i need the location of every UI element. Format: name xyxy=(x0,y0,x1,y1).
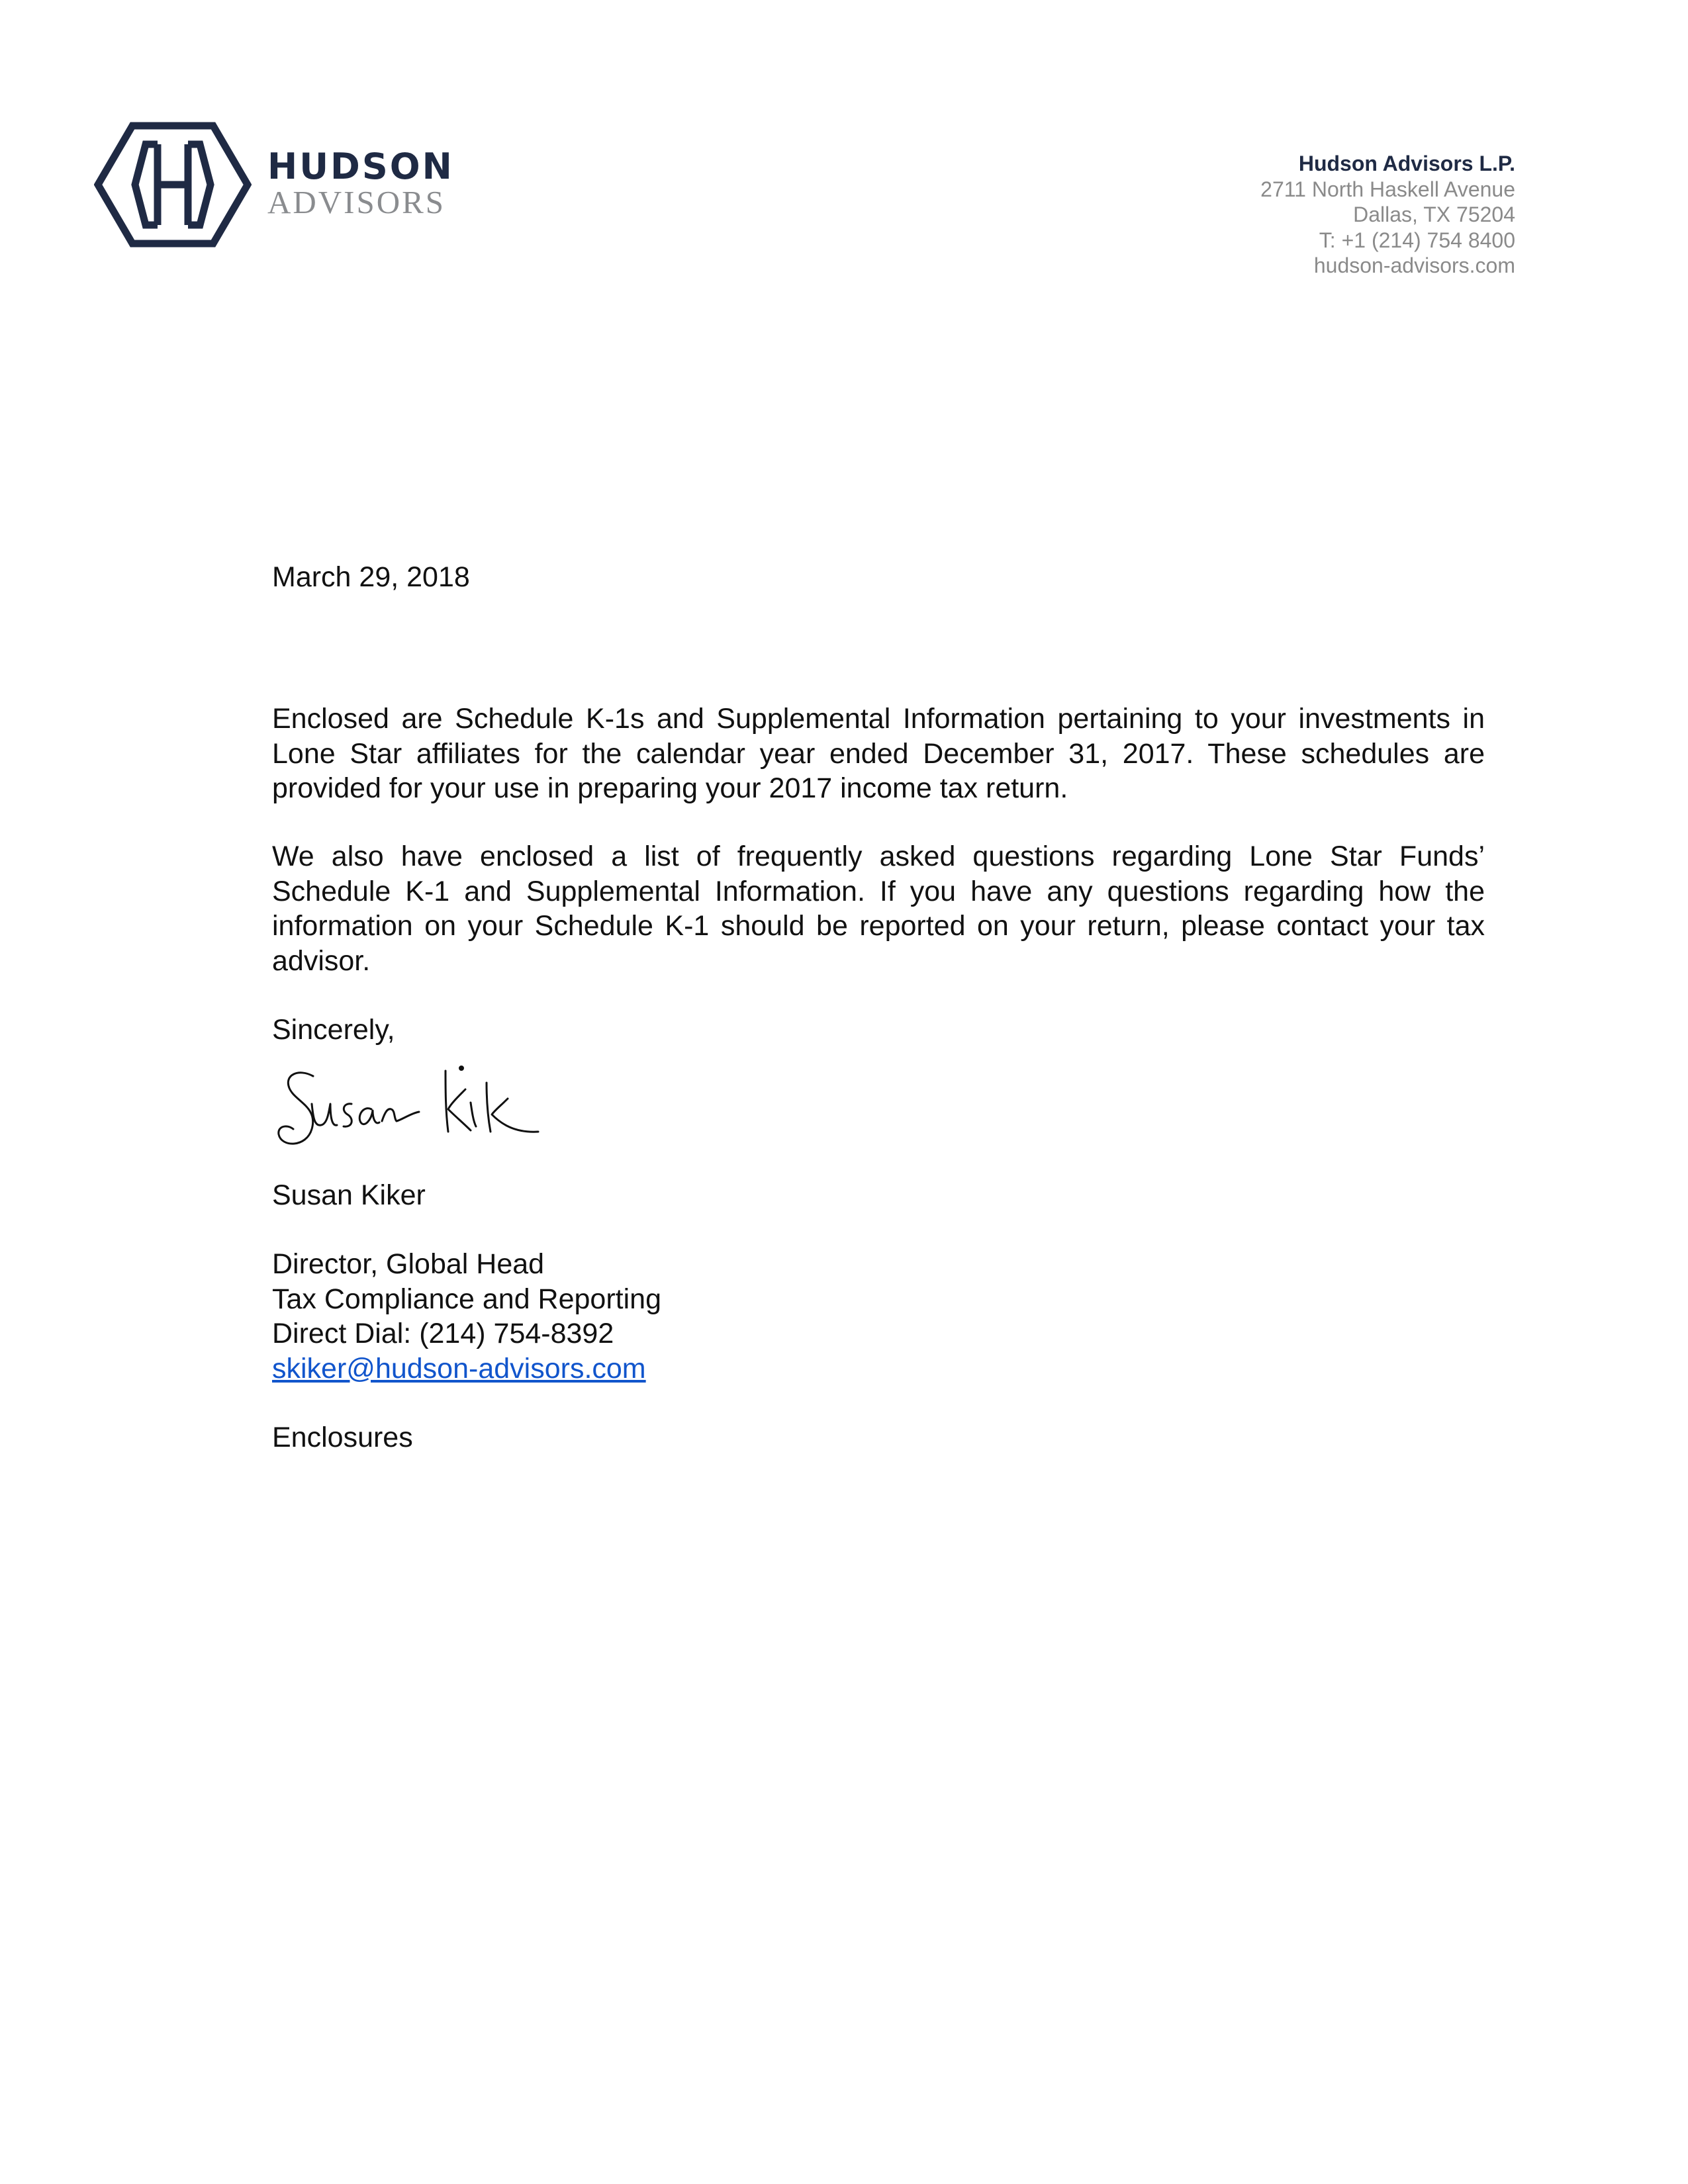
company-address-block xyxy=(1260,151,1515,279)
company-phone: T: +1 (214) 754 8400 xyxy=(1319,228,1515,252)
company-website: hudson-advisors.com xyxy=(1313,253,1515,277)
signer-email-link[interactable]: skiker@hudson-advisors.com xyxy=(272,1352,646,1385)
company-street: 2711 North Haskell Avenue xyxy=(1260,177,1515,201)
logo-wordmark xyxy=(267,148,454,220)
paragraph-2: We also have enclosed a list of frequently asked questions regarding Lone Star Funds’ Schedule K-1 and Supplemental Information. If you have any questions regarding how the information on your Schedule K-1 should be reported on your return, please contact your tax advisor. xyxy=(272,841,1485,977)
company-city: Dallas, TX 75204 xyxy=(1353,203,1515,226)
logo-word-advisors: ADVISORS xyxy=(267,184,446,220)
company-logo xyxy=(94,122,465,248)
hexagon-h-logo-icon xyxy=(94,122,252,248)
letter-date: March 29, 2018 xyxy=(272,561,470,593)
logo-word-hudson: HUDSON xyxy=(267,146,454,187)
letter-closing: Sincerely, xyxy=(272,1014,395,1046)
signer-title-line-1: Director, Global Head xyxy=(272,1248,545,1280)
signer-contact-block xyxy=(272,1247,1485,1386)
paragraph-1: Enclosed are Schedule K-1s and Supplemental Information pertaining to your investments in Lone Star affiliates for the calendar year ended December 31, 2017. These schedules are provided for your use in preparing your 2017 income tax return. xyxy=(272,703,1485,804)
enclosures-note: Enclosures xyxy=(272,1422,413,1453)
company-name: Hudson Advisors L.P. xyxy=(1298,152,1515,175)
signer-title-line-2: Tax Compliance and Reporting xyxy=(272,1283,661,1315)
handwritten-signature-icon xyxy=(272,1063,570,1162)
signer-name: Susan Kiker xyxy=(272,1179,426,1211)
signer-direct-dial: Direct Dial: (214) 754-8392 xyxy=(272,1318,614,1349)
